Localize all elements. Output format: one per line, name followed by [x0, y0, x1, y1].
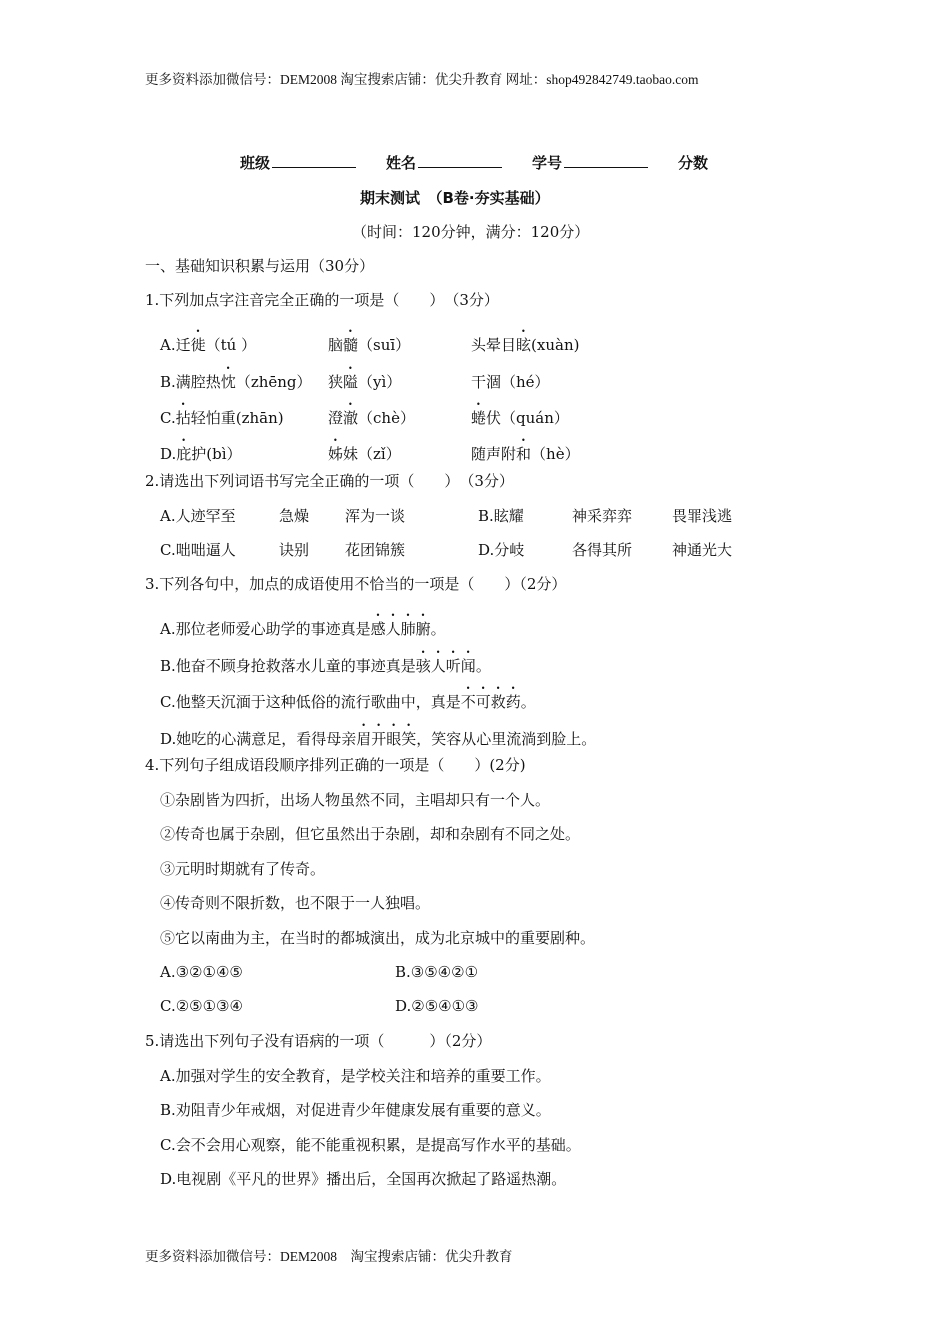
- q4-sentence: ⑤它以南曲为主，在当时的都城演出，成为北京城中的重要剧种。: [160, 929, 596, 947]
- question-4-stem: 4.下列句子组成语段顺序排列正确的一项是（ ）(2分): [145, 756, 526, 774]
- q1-option: [160, 327, 256, 355]
- option-text: 干涸（hé）: [471, 373, 550, 391]
- option-text: （yì）: [358, 373, 402, 391]
- option-text: 妹（zǐ）: [343, 445, 401, 463]
- dotted-text: 和: [516, 445, 532, 463]
- footer-note: 更多资料添加微信号：DEM2008 淘宝搜索店铺：优尖升教育: [145, 1249, 513, 1264]
- subtitle: （时间：120分钟，满分：120分）: [352, 223, 590, 241]
- dotted-text: 眉开眼笑: [356, 730, 417, 748]
- q2-word: 浑为一谈: [345, 507, 406, 525]
- option-text: 脑: [328, 336, 344, 354]
- q2-word: B.眩耀: [478, 507, 524, 525]
- question-5-stem: 5.请选出下列句子没有语病的一项（ ）（2分）: [145, 1032, 492, 1050]
- q2-word: C.咄咄逼人: [160, 541, 236, 559]
- option-text: D.: [160, 445, 177, 463]
- dotted-text: 骇人听闻: [415, 657, 476, 675]
- dotted-text: 感人肺腑: [370, 620, 431, 638]
- option-text: A.那位老师爱心助学的事迹真是: [160, 620, 371, 638]
- q1-option: [471, 400, 569, 428]
- q1-option: [160, 400, 284, 428]
- dotted-text: 庇: [176, 445, 192, 463]
- q1-option: [471, 436, 580, 464]
- id-label: 学号: [532, 154, 563, 172]
- q5-option: A.加强对学生的安全教育，是学校关注和培养的重要工作。: [160, 1067, 551, 1085]
- dotted-text: 不可救药: [460, 693, 521, 711]
- q1-option: [160, 364, 312, 392]
- dotted-text: 澈: [343, 409, 359, 427]
- option-text: ，笑容从心里流淌到脸上。: [416, 730, 597, 748]
- dotted-text: 姊: [328, 445, 344, 463]
- q1-option: [471, 364, 550, 392]
- q1-option: [328, 436, 401, 464]
- q2-word: 神通光大: [672, 541, 733, 559]
- option-text: 轻怕重(zhān): [190, 409, 284, 427]
- q3-option: [160, 611, 446, 639]
- dotted-text: 忱: [220, 373, 236, 391]
- q1-option: [328, 364, 401, 392]
- dotted-text: 隘: [343, 373, 359, 391]
- q4-option: A.③②①④⑤: [160, 963, 243, 981]
- q2-word: 急燥: [279, 507, 310, 525]
- option-text: 。: [475, 657, 491, 675]
- option-text: C.: [160, 409, 176, 427]
- q4-sentence: ③元明时期就有了传奇。: [160, 860, 326, 878]
- option-text: （tú ）: [205, 336, 257, 354]
- q1-option: [328, 327, 410, 355]
- question-2-stem: 2.请选出下列词语书写完全正确的一项（ ） （3分）: [145, 472, 514, 490]
- name-field[interactable]: [418, 153, 502, 168]
- option-text: (xuàn): [531, 336, 580, 354]
- name-label: 姓名: [386, 154, 417, 172]
- q5-option: B.劝阻青少年戒烟，对促进青少年健康发展有重要的意义。: [160, 1101, 551, 1119]
- option-text: 狭: [328, 373, 344, 391]
- option-text: 头晕目: [471, 336, 517, 354]
- question-1-stem: 1.下列加点字注音完全正确的一项是（ ） （3分）: [145, 291, 499, 309]
- dotted-text: 髓: [343, 336, 359, 354]
- header-note: 更多资料添加微信号：DEM2008 淘宝搜索店铺：优尖升教育 网址：shop492842749.taobao.com: [145, 72, 699, 87]
- option-text: （hè）: [531, 445, 580, 463]
- option-text: A.迁: [160, 336, 191, 354]
- student-info: [240, 153, 708, 173]
- q1-option: [471, 327, 579, 355]
- q2-word: A.人迹罕至: [160, 507, 236, 525]
- option-text: 伏（quán）: [486, 409, 569, 427]
- q2-word: 诀别: [279, 541, 310, 559]
- q2-word: 畏罪浅逃: [672, 507, 733, 525]
- option-text: 随声附: [471, 445, 517, 463]
- question-3-stem: 3.下列各句中，加点的成语使用不恰当的一项是（ ）（2分）: [145, 575, 567, 593]
- class-label: 班级: [240, 154, 271, 172]
- option-text: （suī）: [358, 336, 411, 354]
- q3-option: [160, 721, 596, 749]
- q5-option: C.会不会用心观察，能不能重视积累，是提高写作水平的基础。: [160, 1136, 581, 1154]
- dotted-text: 徙: [190, 336, 206, 354]
- page-title: 期末测试 （B卷·夯实基础）: [360, 189, 550, 207]
- option-text: 澄: [328, 409, 344, 427]
- option-text: B.满腔热: [160, 373, 221, 391]
- section-heading: 一、基础知识积累与运用（30分）: [145, 257, 375, 275]
- q2-word: 花团锦簇: [345, 541, 406, 559]
- option-text: C.他整天沉湎于这种低俗的流行歌曲中，真是: [160, 693, 461, 711]
- dotted-text: 眩: [516, 336, 532, 354]
- option-text: 护(bì）: [191, 445, 242, 463]
- dotted-text: 蜷: [471, 409, 487, 427]
- option-text: 。: [430, 620, 446, 638]
- q2-word: 各得其所: [572, 541, 633, 559]
- q1-option: [328, 400, 415, 428]
- q2-word: 神采弈弈: [572, 507, 633, 525]
- q4-option: B.③⑤④②①: [395, 963, 479, 981]
- option-text: （zhēng）: [235, 373, 312, 391]
- option-text: （chè）: [358, 409, 415, 427]
- q1-option: [160, 436, 242, 464]
- option-text: 。: [520, 693, 536, 711]
- q3-option: [160, 684, 536, 712]
- q4-option: C.②⑤①③④: [160, 997, 243, 1015]
- dotted-text: 拈: [175, 409, 191, 427]
- q4-option: D.②⑤④①③: [395, 997, 479, 1015]
- option-text: D.她吃的心满意足，看得母亲: [160, 730, 357, 748]
- q4-sentence: ①杂剧皆为四折，出场人物虽然不同，主唱却只有一个人。: [160, 791, 551, 809]
- id-field[interactable]: [564, 153, 648, 168]
- q4-sentence: ②传奇也属于杂剧，但它虽然出于杂剧，却和杂剧有不同之处。: [160, 825, 581, 843]
- q3-option: [160, 648, 491, 676]
- q4-sentence: ④传奇则不限折数，也不限于一人独唱。: [160, 894, 431, 912]
- class-field[interactable]: [272, 153, 356, 168]
- score-label: 分数: [678, 154, 709, 172]
- q2-word: D.分岐: [478, 541, 525, 559]
- q5-option: D.电视剧《平凡的世界》播出后，全国再次掀起了路遥热潮。: [160, 1170, 567, 1188]
- option-text: B.他奋不顾身抢救落水儿童的事迹真是: [160, 657, 416, 675]
